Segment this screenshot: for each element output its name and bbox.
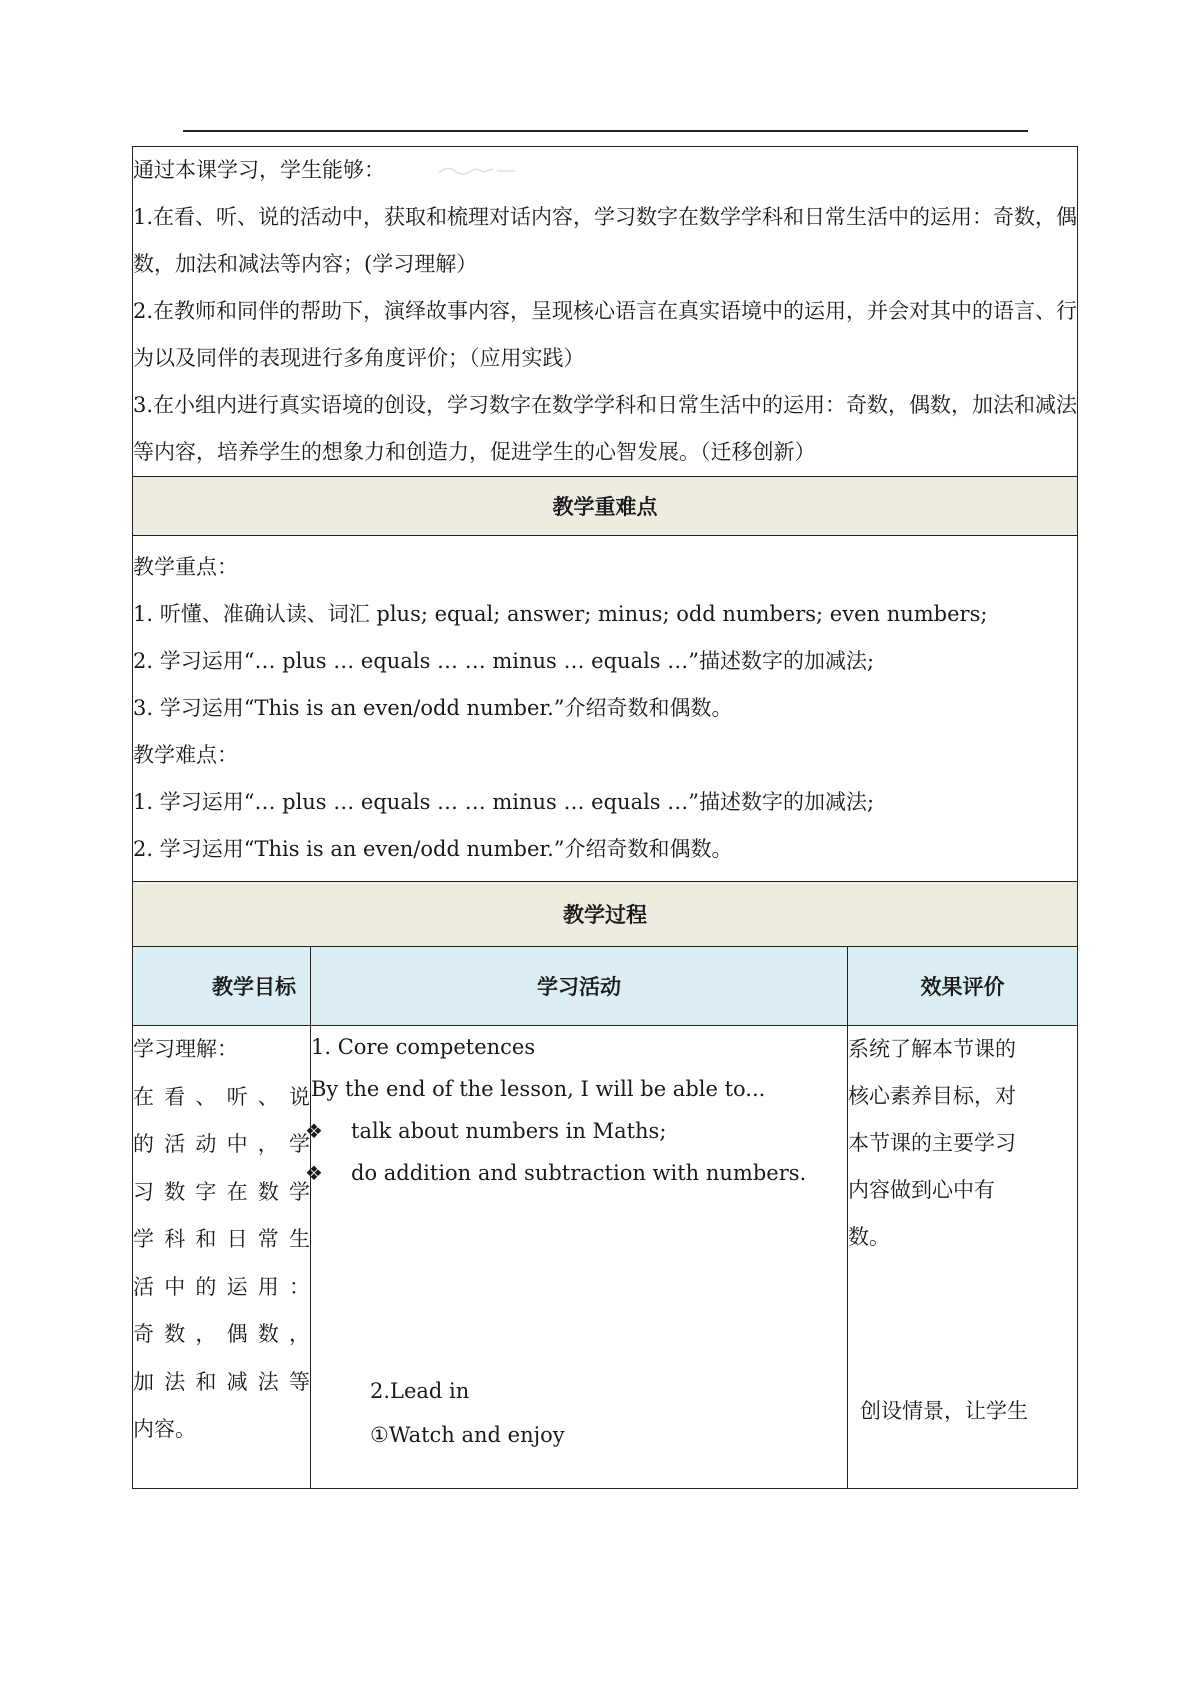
objective-item-3: 3.在小组内进行真实语境的创设，学习数字在数学学科和日常生活中的运用：奇数，偶数，加法和减法等内容，培养学生的想象力和创造力，促进学生的心智发展。（迁移创新） (133, 393, 1078, 464)
competence-text: do addition and subtraction with numbers. (351, 1161, 807, 1185)
diamond-bullet-icon: ❖ (305, 1161, 323, 1185)
difficulty-label: 教学难点： (133, 743, 238, 767)
difficulty-item-1: 1. 学习运用“… plus … equals … … minus … equals …”描述数字的加减法; (133, 790, 875, 814)
column-header-goal: 教学目标 (133, 947, 311, 1026)
evaluation-cell (848, 1026, 1078, 1489)
objectives-cell (133, 147, 1078, 477)
page-header-rule (183, 130, 1028, 132)
faint-watermark-icon (437, 163, 517, 177)
key-points-cell (133, 536, 1078, 882)
competence-text: talk about numbers in Maths; (351, 1119, 667, 1143)
key-points-heading: 教学重难点 (133, 477, 1078, 536)
goal-line: 奇数，偶数， (133, 1322, 310, 1346)
key-points-heading-row (133, 477, 1078, 536)
competence-bullet (305, 1152, 847, 1194)
column-header-activity: 学习活动 (311, 947, 848, 1026)
goal-line: 的活动中，学 (133, 1132, 310, 1156)
goal-line: 学科和日常生 (133, 1227, 310, 1251)
difficulty-item-2: 2. 学习运用“This is an even/odd number.”介绍奇数和偶数。 (133, 837, 733, 861)
activity-cell (305, 1026, 848, 1489)
goal-line: 学习理解： (133, 1037, 238, 1061)
evaluation-line: 核心素养目标，对 (848, 1084, 1016, 1108)
process-content-row (133, 1026, 1078, 1489)
evaluation-line: 系统了解本节课的 (848, 1037, 1016, 1061)
competence-bullet (305, 1110, 847, 1152)
objectives-row (133, 147, 1078, 477)
process-heading-row (133, 882, 1078, 947)
focus-item-1: 1. 听懂、准确认读、词汇 plus; equal; answer; minus; odd numbers; even numbers; (133, 602, 988, 626)
focus-item-2: 2. 学习运用“… plus … equals … … minus … equals …”描述数字的加减法; (133, 649, 875, 673)
focus-item-3: 3. 学习运用“This is an even/odd number.”介绍奇数和偶数。 (133, 696, 733, 720)
evaluation-line: 内容做到心中有 (848, 1178, 995, 1202)
goal-line: 活中的运用： (133, 1274, 310, 1299)
core-competences-title: 1. Core competences (311, 1035, 536, 1059)
lead-in-title: 2.Lead in (370, 1379, 470, 1403)
lead-in-block (370, 1369, 565, 1457)
objectives-intro: 通过本课学习，学生能够： (133, 158, 385, 182)
lesson-plan-table (132, 146, 1078, 1489)
core-competences-lead: By the end of the lesson, I will be able to... (311, 1077, 766, 1101)
column-header-evaluation: 效果评价 (848, 947, 1078, 1026)
focus-label: 教学重点： (133, 555, 238, 579)
evaluation-second-text: 创设情景，让学生 (860, 1399, 1028, 1423)
goal-line: 加法和减法等 (133, 1369, 310, 1394)
objective-item-2: 2.在教师和同伴的帮助下，演绎故事内容，呈现核心语言在真实语境中的运用，并会对其中的语言、行为以及同伴的表现进行多角度评价；（应用实践） (133, 299, 1078, 370)
key-points-row (133, 536, 1078, 882)
goal-cell (133, 1026, 311, 1489)
lead-in-item: ①Watch and enjoy (370, 1423, 565, 1447)
goal-line: 内容。 (133, 1417, 196, 1441)
goal-line: 习数字在数学 (133, 1179, 310, 1204)
process-heading: 教学过程 (133, 882, 1078, 947)
evaluation-line: 本节课的主要学习 (848, 1131, 1016, 1155)
goal-line: 在看、听、说 (133, 1084, 310, 1109)
objective-item-1: 1.在看、听、说的活动中，获取和梳理对话内容，学习数字在数学学科和日常生活中的运用：奇数，偶数，加法和减法等内容；(学习理解） (133, 205, 1078, 276)
process-columns-row (133, 947, 1078, 1026)
diamond-bullet-icon: ❖ (305, 1119, 323, 1143)
evaluation-line: 数。 (848, 1225, 890, 1249)
